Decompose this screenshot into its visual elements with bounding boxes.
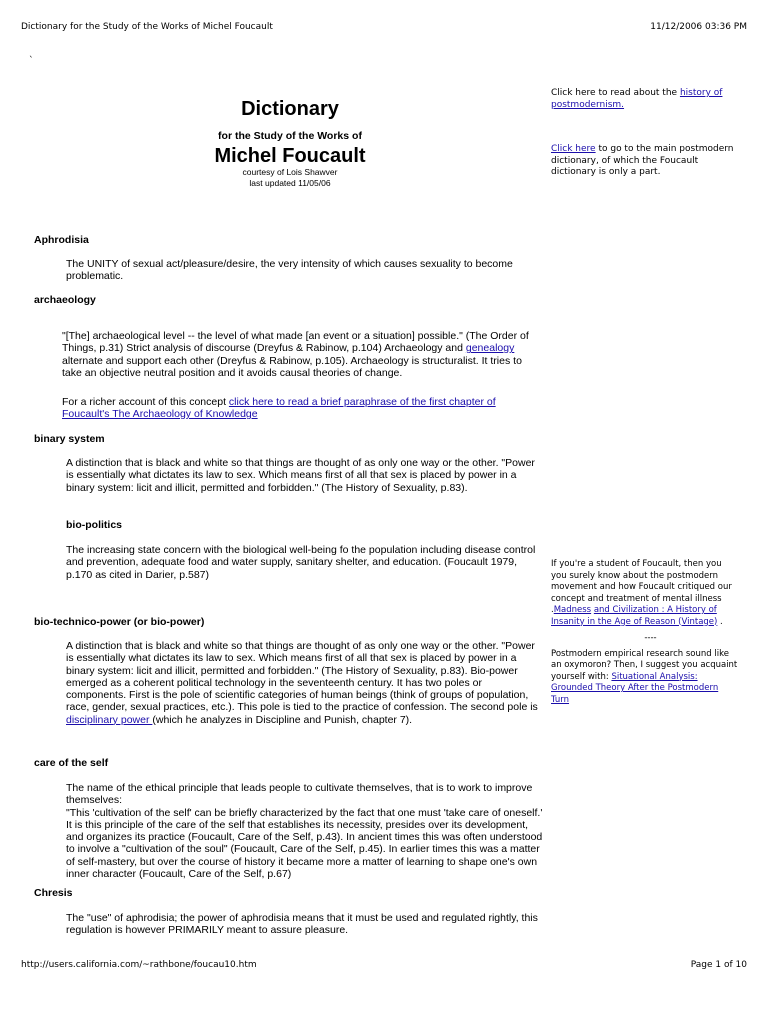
definition-aphrodisia: The UNITY of sexual act/pleasure/desire, the very intensity of which causes sexuality to become problematic.	[66, 258, 513, 283]
last-updated: last updated 11/05/06	[249, 178, 331, 188]
print-header-title: Dictionary for the Study of the Works of Michel Foucault	[21, 22, 273, 32]
archaeology-text-2: alternate and support each other (Dreyfus & Rabinow, p.105). Archaeology is structuralist. It tries to take an objective neutral position and it avoids causal theories of change.	[62, 354, 522, 379]
term-bio-technico-power: bio-technico-power (or bio-power)	[34, 616, 205, 628]
sidebar-foucault-promo	[551, 559, 738, 706]
bio-power-text-2: (which he analyzes in Discipline and Punish, chapter 7).	[152, 713, 413, 726]
disciplinary-power-link[interactable]: disciplinary power	[66, 713, 153, 726]
definition-bio-politics: The increasing state concern with the biological well-being fo the population including disease control and prevention, adequate food and water supply, sanitary shelter, and education. (Foucault 1979, p.170 as cited in Darier, p.587)	[66, 544, 536, 581]
sidebar-main-dictionary-promo	[551, 144, 738, 179]
situational-analysis-link[interactable]: Situational Analysis: Grounded Theory After the Postmodern Turn	[551, 671, 719, 705]
term-bio-politics: bio-politics	[66, 519, 122, 531]
term-chresis: Chresis	[34, 887, 73, 899]
sidebar-history-promo	[551, 88, 738, 111]
research-text: Postmodern empirical research sound like an oxymoron? Then, I suggest you acquaint yourself with:	[551, 648, 738, 682]
term-archaeology: archaeology	[34, 294, 96, 306]
main-dictionary-link[interactable]: Click here	[551, 144, 596, 154]
foucault-student-text: If you're a student of Foucault, then you you surely know about the postmodern movement and how Foucault critiqued our concept and treatment of mental illness .	[551, 559, 732, 615]
main-dictionary-text: to go to the main postmodern dictionary, of which the Foucault dictionary is only a part.	[551, 144, 734, 177]
archaeology-of-knowledge-link[interactable]: click here to read a brief paraphrase of the first chapter of Foucault's The Archaeology of Knowledge	[62, 396, 496, 421]
bio-power-text-1: A distinction that is black and white so that things are thought of as only one way or the other. "Power is essentially what dictates its law to sex. Which means first of all that sex is placed by power in a binary system: licit and illicit, permitted and forbidden." (The History of Sexuality, p.83). Bio-power emerged as a coherent political technology in the seventeenth century. It has two poles or components. First is the pole of scientific categories of human beings (think of groups of population, race, gender, sexual practices, etc.). This pole is tied to the practice of confession. The second pole is	[66, 640, 538, 714]
print-header-date: 11/12/2006 03:36 PM	[650, 22, 747, 32]
archaeology-text-1: "[The] archaeological level -- the level of what made [an event or a situation] possible." (The Order of Things, p.31) Strict analysis of discourse (Dreyfus & Rabinow, p.104) Archaeology and	[62, 330, 529, 355]
author-name: Michel Foucault	[214, 145, 366, 167]
richer-prefix: For a richer account of this concept	[62, 396, 229, 408]
foucault-student-after: .	[717, 616, 723, 627]
madness-link[interactable]: Madness	[553, 605, 592, 615]
title-block	[190, 96, 390, 189]
definition-bio-technico-power	[66, 640, 544, 726]
term-binary-system: binary system	[34, 433, 105, 445]
care-of-self-text-1: The name of the ethical principle that leads people to cultivate themselves, that is to work to improve themselves:	[66, 782, 533, 807]
stray-mark: `	[29, 56, 34, 66]
definition-care-of-the-self	[66, 782, 544, 880]
madness-book-link[interactable]: and Civilization : A History of Insanity in the Age of Reason (Vintage)	[551, 605, 718, 627]
definition-chresis: The "use" of aphrodisia; the power of aphrodisia means that it must be used and regulated rightly, this regulation is however PRIMARILY meant to assure pleasure.	[66, 912, 538, 937]
print-footer	[21, 960, 747, 974]
definition-binary-system: A distinction that is black and white so that things are thought of as only one way or the other. "Power is essentially what dictates its law to sex. Which means first of all that sex is placed by power in a binary system: licit and illicit, permitted and forbidden." (The History of Sexuality, p.83).	[66, 457, 535, 494]
genealogy-link[interactable]: genealogy	[465, 342, 515, 355]
page-title: Dictionary	[241, 98, 339, 120]
print-footer-url: http://users.california.com/~rathbone/foucau10.htm	[21, 960, 257, 970]
research-block	[551, 649, 738, 707]
care-of-self-text-2: "This 'cultivation of the self' can be briefly characterized by the fact that one must 'take care of oneself.' It is this principle of the care of the self that establishes its necessity, presides over its development, and organizes its practice (Foucault, Care of the Self, p.43). In ancient times this was often understood to involve a "cultivation of the soul" (Foucault, Care of the Self, p.45). In earlier times this was a matter of self-mastery, but over the course of history it became more a matter of learning to shape one's own inner character (Foucault, Care of the Self, p.67)	[66, 806, 543, 881]
term-aphrodisia: Aphrodisia	[34, 234, 89, 246]
print-header	[21, 22, 747, 36]
history-prefix: Click here to read about the	[551, 88, 680, 98]
term-care-of-the-self: care of the self	[34, 757, 109, 769]
courtesy-line: courtesy of Lois Shawver	[242, 167, 338, 177]
page-subtitle: for the Study of the Works of	[218, 130, 362, 142]
print-footer-page: Page 1 of 10	[690, 960, 747, 970]
definition-archaeology	[62, 330, 534, 379]
sidebar-separator: ----	[644, 633, 657, 643]
history-of-postmodernism-link[interactable]: history of postmodernism.	[551, 88, 723, 110]
foucault-student-block	[551, 559, 738, 628]
archaeology-richer-account	[62, 396, 540, 421]
